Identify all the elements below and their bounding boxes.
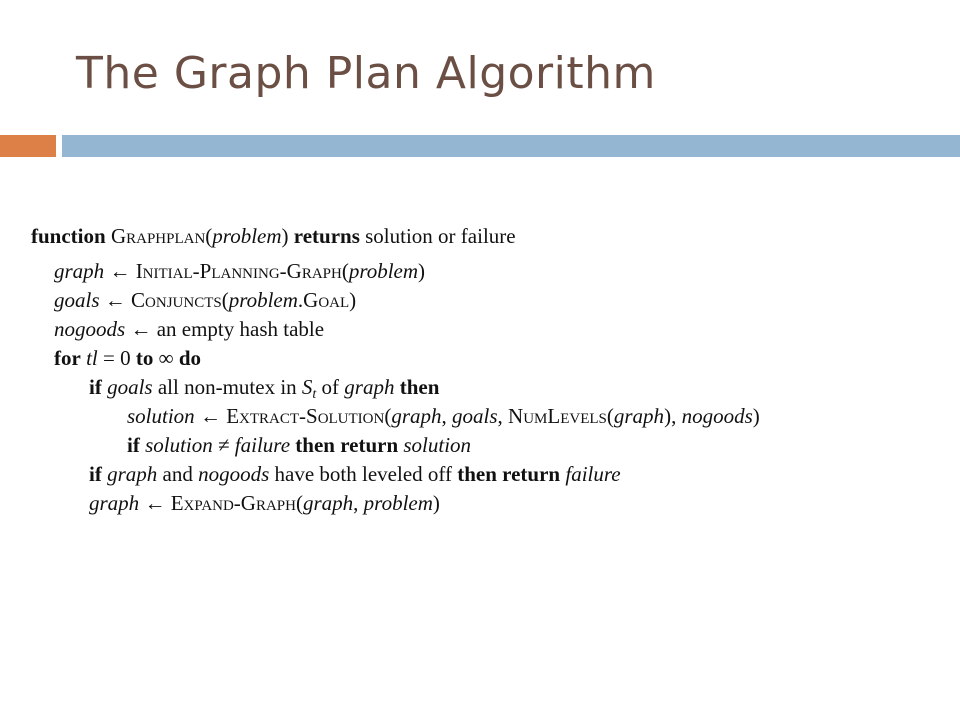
paren-open: ( [341, 259, 349, 283]
var-s: S [301, 375, 313, 399]
code-line-9 [31, 489, 941, 518]
code-line-5 [31, 373, 941, 402]
keyword-do: do [178, 346, 202, 370]
param-problem: problem [212, 224, 282, 248]
fn-numlevels: NumLevels [508, 404, 607, 428]
assign-arrow: ← [104, 288, 126, 312]
assign-arrow: ← [144, 491, 166, 515]
keyword-returns: returns [293, 224, 360, 248]
comma: , [441, 404, 453, 428]
assign-arrow: ← [109, 259, 131, 283]
paren-close: ) [432, 491, 440, 515]
var-graph: graph [302, 491, 354, 515]
paren-open: ( [384, 404, 392, 428]
code-line-3 [31, 315, 941, 344]
var-nogoods: nogoods [681, 404, 753, 428]
subscript-t: t [312, 387, 317, 402]
var-graph: graph [613, 404, 665, 428]
keyword-function: function [31, 224, 106, 248]
algorithm-pseudocode [31, 222, 941, 518]
var-problem: problem [363, 491, 433, 515]
var-failure: failure [234, 433, 291, 457]
var-problem: problem [228, 288, 298, 312]
keyword-if: if [89, 462, 102, 486]
comma: , [497, 404, 509, 428]
code-line-4 [31, 344, 941, 373]
fn-conjuncts: Conjuncts [131, 288, 222, 312]
algorithm-signature [31, 222, 941, 257]
var-tl: tl [86, 346, 98, 370]
non-mutex-text: all non-mutex in [157, 375, 297, 399]
keyword-for: for [54, 346, 81, 370]
paren-open: ( [205, 224, 213, 248]
for-init: = 0 [97, 346, 136, 370]
fn-extract-solution: Extract-Solution [226, 404, 385, 428]
infinity-symbol: ∞ [158, 346, 174, 370]
var-solution: solution [403, 433, 472, 457]
var-graph: graph [107, 462, 158, 486]
assign-arrow: ← [130, 317, 152, 341]
keyword-then: then [399, 375, 440, 399]
code-line-1 [31, 257, 941, 286]
paren-open: ( [221, 288, 229, 312]
paren-close: ) [281, 224, 289, 248]
accent-bar-orange [0, 135, 56, 157]
code-line-7 [31, 431, 941, 460]
code-line-6 [31, 402, 941, 431]
of-text: of [321, 375, 340, 399]
accent-bar-blue [62, 135, 960, 157]
var-graph: graph [391, 404, 442, 428]
paren-open: ( [606, 404, 614, 428]
var-graph: graph [54, 259, 105, 283]
fn-initial-planning-graph: Initial-Planning-Graph [135, 259, 342, 283]
paren-close: ) [664, 404, 672, 428]
var-nogoods: nogoods [198, 462, 270, 486]
var-graph: graph [89, 491, 140, 515]
comma: , [353, 491, 364, 515]
var-graph: graph [344, 375, 395, 399]
var-goals: goals [107, 375, 153, 399]
keyword-if: if [89, 375, 102, 399]
var-solution: solution [145, 433, 213, 457]
leveled-off-text: have both leveled off [274, 462, 452, 486]
paren-open: ( [295, 491, 303, 515]
assign-arrow: ← [199, 404, 221, 428]
and-text: and [162, 462, 193, 486]
not-equal-symbol: ≠ [218, 433, 230, 457]
comma: , [671, 404, 682, 428]
paren-close: ) [418, 259, 426, 283]
field-goal: Goal [303, 288, 350, 312]
var-solution: solution [127, 404, 195, 428]
return-description: solution or failure [365, 224, 516, 248]
fn-expand-graph: Expand-Graph [170, 491, 296, 515]
keyword-then-return: then return [295, 433, 399, 457]
var-goals: goals [452, 404, 498, 428]
var-nogoods: nogoods [54, 317, 126, 341]
var-goals: goals [54, 288, 100, 312]
keyword-then-return: then return [457, 462, 561, 486]
code-line-2 [31, 286, 941, 315]
var-problem: problem [348, 259, 419, 283]
function-name: Graphplan [110, 224, 206, 248]
code-line-8 [31, 460, 941, 489]
paren-close: ) [752, 404, 760, 428]
empty-hash-table-text: an empty hash table [156, 317, 325, 341]
var-failure: failure [565, 462, 621, 486]
paren-close: ) [349, 288, 357, 312]
keyword-if: if [127, 433, 140, 457]
slide-title: The Graph Plan Algorithm [76, 48, 656, 99]
keyword-to: to [135, 346, 154, 370]
dot: . [297, 288, 304, 312]
